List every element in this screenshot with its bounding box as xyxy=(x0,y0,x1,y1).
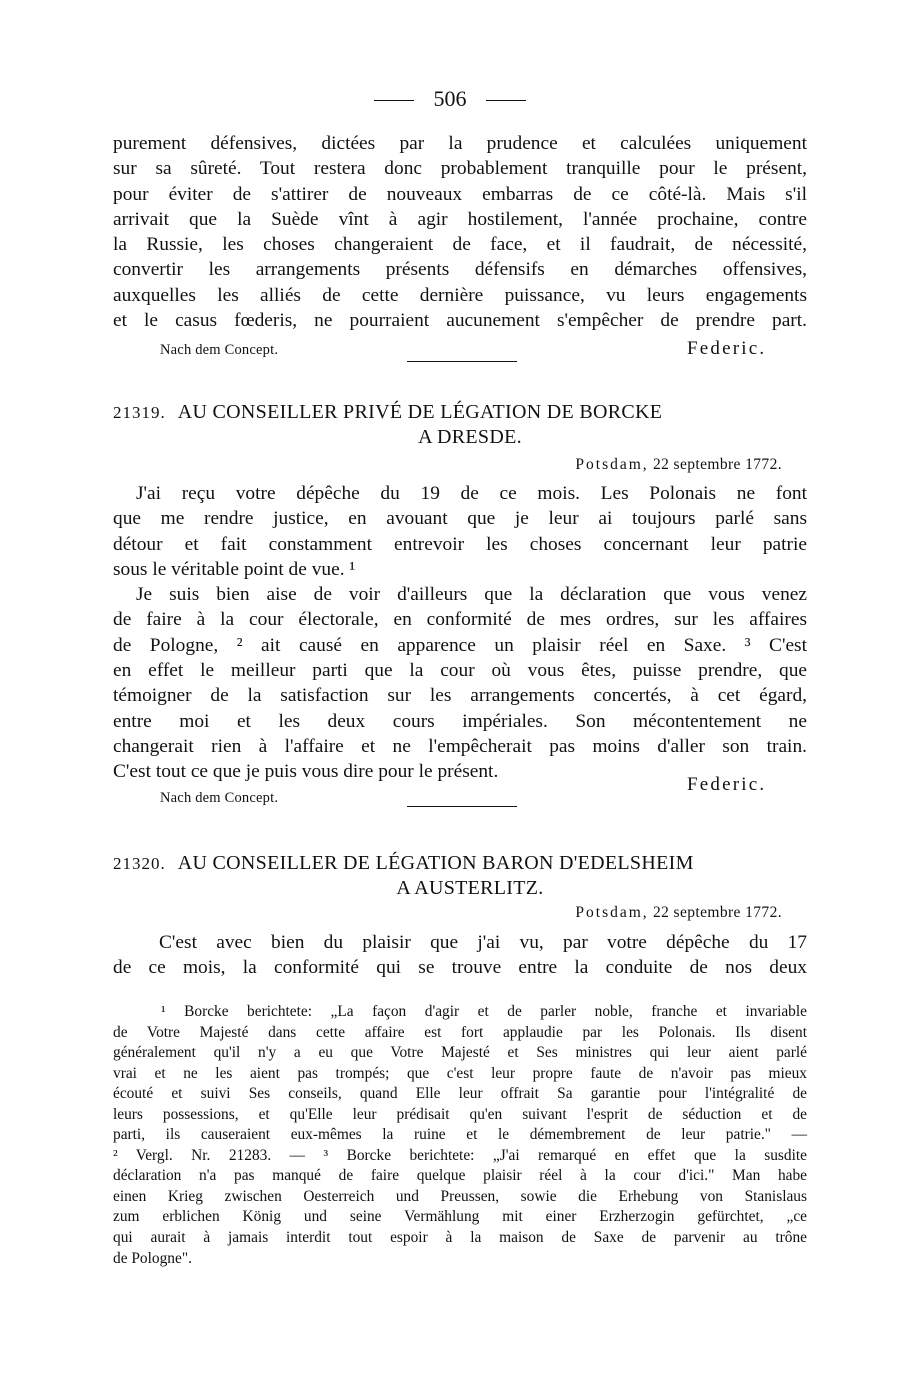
text-line: C'est tout ce que je puis vous dire pour le présent. xyxy=(113,761,499,783)
dateline xyxy=(575,904,782,922)
footnote-line: déclaration n'a pas manqué de faire quelque plaisir réel à la cour d'ici." Man habe xyxy=(113,1167,807,1185)
section-divider xyxy=(407,361,517,362)
source-note: Nach dem Concept. xyxy=(160,790,279,806)
text-line: témoigner de la satisfaction sur les arrangements concertés, à cet égard, xyxy=(113,685,807,707)
footnote-line: écouté et suivi Ses conseils, quand Elle leur offrait Sa garantie pour l'intégralité de xyxy=(113,1085,807,1103)
footnote-line: einen Krieg zwischen Oesterreich und Preussen, sowie die Erhebung von Stanislaus xyxy=(113,1187,807,1205)
footnote-line: zum erblichen König und seine Vermählung mit einer Erzherzogin gefürchtet, „ce xyxy=(113,1208,807,1226)
letter-heading xyxy=(113,400,807,450)
dateline-place: Potsdam, xyxy=(575,904,649,921)
footnote-line: de Pologne". xyxy=(113,1249,192,1267)
footnote-line: leurs possessions, et qu'Elle leur prédisait qu'en suivant l'esprit de séduction et de xyxy=(113,1105,807,1123)
text-line: entre moi et les deux cours impériales. Son mécontentement ne xyxy=(113,710,807,732)
page-number: 506 xyxy=(433,86,467,111)
text-line: changerait rien à l'affaire et ne l'empêcherait pas moins d'aller son train. xyxy=(113,735,807,757)
footnote-line: généralement qu'il n'y a eu que Votre Majesté et Ses ministres qui leur aient parlé xyxy=(113,1044,807,1062)
heading-line-2: A DRESDE. xyxy=(418,426,522,448)
text-line: arrivait que la Suède vînt à agir hostilement, l'année prochaine, contre xyxy=(113,208,807,230)
section-divider xyxy=(407,806,517,807)
text-line: que me rendre justice, en avouant que je leur ai toujours parlé sans xyxy=(113,508,807,530)
letter-paragraph xyxy=(113,481,807,785)
letter-paragraph xyxy=(113,930,807,981)
text-line: sous le véritable point de vue. ¹ xyxy=(113,558,356,580)
dateline-date: 22 septembre 1772. xyxy=(652,904,782,921)
text-line: et le casus fœderis, ne pourraient aucunement s'empêcher de prendre part. xyxy=(113,310,807,332)
text-line: J'ai reçu votre dépêche du 19 de ce mois. Les Polonais ne font xyxy=(136,483,807,504)
dateline-place: Potsdam, xyxy=(575,456,649,473)
text-line: purement défensives, dictées par la prudence et calculées uniquement xyxy=(113,133,807,154)
footnote-line: parti, ils causeraient eux-mêmes la ruine et le démembrement de leur patrie." — xyxy=(113,1126,807,1144)
signature: Federic. xyxy=(687,774,767,795)
text-line: auxquelles les alliés de cette dernière puissance, vu leurs engagements xyxy=(113,284,807,306)
footnote-line: vrai et ne les aient pas trompés; que c'est leur propre faute de n'avoir pas mieux xyxy=(113,1064,807,1082)
text-line: sur sa sûreté. Tout restera donc probablement tranquille pour le présent, xyxy=(113,158,807,180)
text-line: pour éviter de s'attirer de nouveaux embarras de ce côté-là. Mais s'il xyxy=(113,183,807,205)
text-line: détour et fait constamment entrevoir les choses concernant leur patrie xyxy=(113,533,807,555)
footnote-line: qui aurait à jamais interdit tout espoir à la maison de Saxe de parvenir au trône xyxy=(113,1229,807,1247)
text-line: de ce mois, la conformité qui se trouve entre la conduite de nos deux xyxy=(113,957,807,979)
signature: Federic. xyxy=(687,338,767,359)
text-line: de faire à la cour électorale, en conformité de mes ordres, sur les affaires xyxy=(113,609,807,631)
header-dash-left xyxy=(374,100,414,101)
page-header xyxy=(0,86,900,112)
footnote-line: ¹ Borcke berichtete: „La façon d'agir et de parler noble, franche et invariable xyxy=(161,1003,807,1020)
text-line: C'est avec bien du plaisir que j'ai vu, par votre dépêche du 17 xyxy=(159,932,807,953)
text-line: Je suis bien aise de voir d'ailleurs que la déclaration que vous venez xyxy=(136,584,807,606)
text-line: la Russie, les choses changeraient de face, et il faudrait, de nécessité, xyxy=(113,234,807,256)
text-line: en effet le meilleur parti que la cour où vous êtes, puisse prendre, que xyxy=(113,660,807,682)
footnote-line: ² Vergl. Nr. 21283. — ³ Borcke berichtete: „J'ai remarqué en effet que la susdite xyxy=(113,1146,807,1164)
source-note: Nach dem Concept. xyxy=(160,342,279,358)
heading-line-1: AU CONSEILLER PRIVÉ DE LÉGATION DE BORCKE xyxy=(177,401,663,423)
text-line: de Pologne, ² ait causé en apparence un plaisir réel en Saxe. ³ C'est xyxy=(113,634,807,656)
dateline xyxy=(575,456,782,474)
header-dash-right xyxy=(486,100,526,101)
footnote-line: de Votre Majesté dans cette affaire est fort applaudie par les Polonais. Ils disent xyxy=(113,1023,807,1041)
heading-line-2: A AUSTERLITZ. xyxy=(396,877,544,899)
letter-number: 21319. xyxy=(113,403,166,422)
text-line: convertir les arrangements présents défensifs en démarches offensives, xyxy=(113,259,807,281)
letter-number: 21320. xyxy=(113,854,166,873)
intro-paragraph xyxy=(113,131,807,333)
heading-line-1: AU CONSEILLER DE LÉGATION BARON D'EDELSHEIM xyxy=(177,852,694,874)
letter-heading xyxy=(113,851,807,901)
dateline-date: 22 septembre 1772. xyxy=(652,456,782,473)
footnotes xyxy=(113,1002,807,1269)
